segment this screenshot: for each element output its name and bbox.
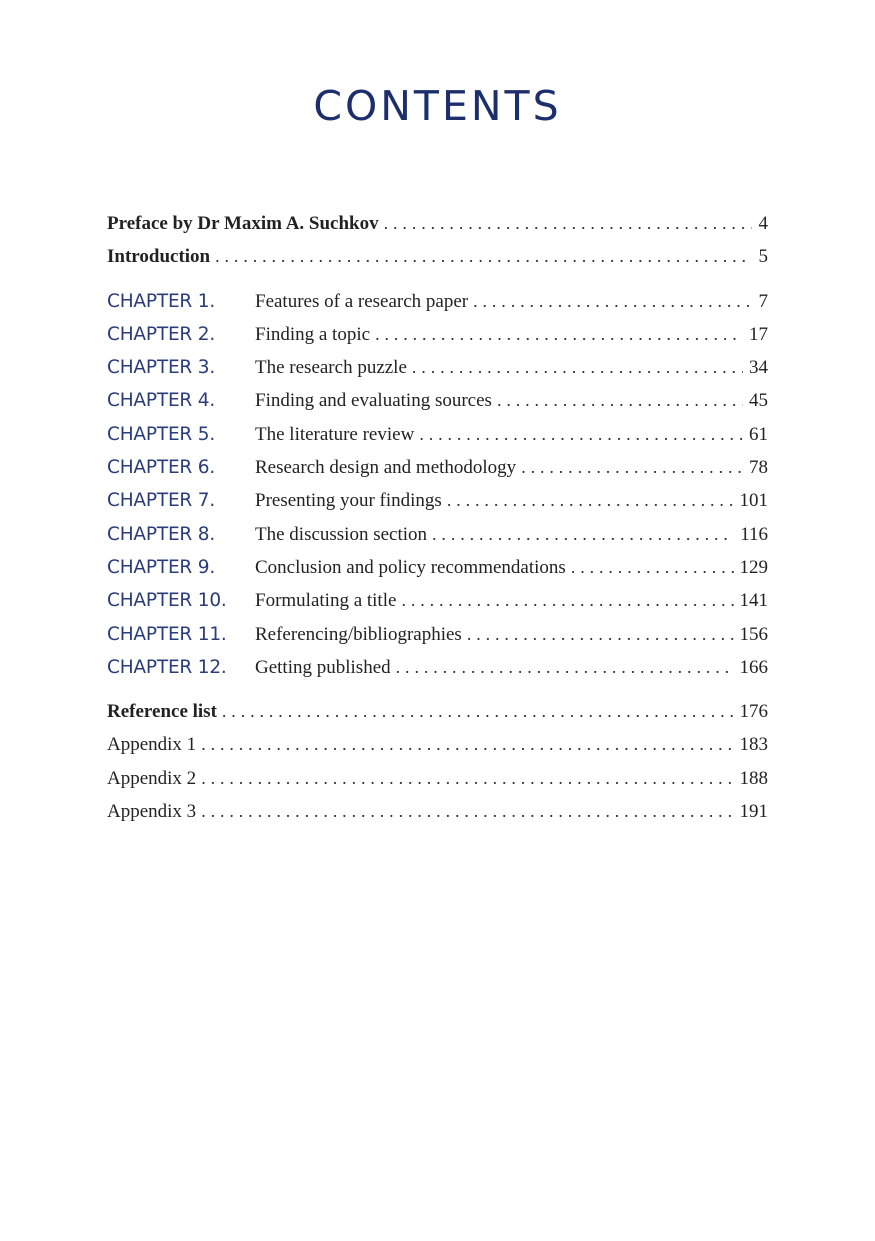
toc-entry-chapter-2[interactable] (107, 324, 768, 357)
page-number: 61 (749, 423, 768, 445)
page-number: 129 (739, 556, 768, 578)
page-number: 34 (749, 357, 768, 379)
dot-leader (432, 524, 734, 545)
dot-leader (571, 557, 734, 578)
chapter-label: CHAPTER 7. (107, 490, 216, 512)
dot-leader (201, 734, 733, 755)
page-number: 116 (740, 523, 768, 545)
chapter-label: CHAPTER 4. (107, 390, 216, 412)
page-number: 188 (739, 767, 768, 789)
toc-entry-chapter-10[interactable] (107, 590, 768, 623)
chapter-label: CHAPTER 1. (107, 290, 216, 312)
chapter-label: CHAPTER 12. (107, 656, 227, 678)
entry-title: The literature review (255, 423, 415, 445)
entry-title: Appendix 2 (107, 767, 197, 789)
chapter-label: CHAPTER 9. (107, 556, 216, 578)
chapter-label: CHAPTER 5. (107, 423, 216, 445)
toc-entry-chapter-6[interactable] (107, 457, 768, 490)
toc-entry-chapter-11[interactable] (107, 624, 768, 657)
toc-entry-appendix-3[interactable] (107, 801, 768, 834)
page-number: 156 (739, 623, 768, 645)
entry-title: Conclusion and policy recommendations (255, 556, 566, 578)
toc-entry-introduction[interactable] (107, 246, 768, 279)
dot-leader (419, 424, 743, 445)
entry-title: Finding a topic (255, 323, 371, 345)
dot-leader (201, 801, 733, 822)
entry-title: Formulating a title (255, 590, 397, 612)
page-number: 166 (739, 656, 768, 678)
chapter-label: CHAPTER 6. (107, 457, 216, 479)
chapter-label: CHAPTER 10. (107, 590, 227, 612)
entry-title: Preface by Dr Maxim A. Suchkov (107, 213, 379, 234)
dot-leader (473, 291, 752, 312)
chapter-label: CHAPTER 11. (107, 623, 227, 645)
chapter-label: CHAPTER 3. (107, 357, 216, 379)
page-number: 4 (758, 213, 768, 234)
page-number: 141 (739, 590, 768, 612)
page-number: 183 (739, 734, 768, 756)
chapter-label: CHAPTER 8. (107, 523, 216, 545)
dot-leader (384, 213, 752, 234)
entry-title: Features of a research paper (255, 290, 469, 312)
dot-leader (201, 768, 733, 789)
page-number: 45 (749, 390, 768, 412)
page-number: 78 (749, 457, 768, 479)
dot-leader (521, 457, 743, 478)
entry-title: Getting published (255, 656, 391, 678)
entry-title: Presenting your findings (255, 490, 442, 512)
toc-entry-chapter-4[interactable] (107, 390, 768, 423)
page-number: 191 (739, 801, 768, 823)
entry-title: Referencing/bibliographies (255, 623, 462, 645)
toc-entry-chapter-9[interactable] (107, 557, 768, 590)
dot-leader (412, 357, 743, 378)
toc-entry-chapter-7[interactable] (107, 490, 768, 523)
dot-leader (447, 490, 734, 511)
entry-title: Introduction (107, 246, 211, 268)
toc-entry-preface[interactable] (107, 213, 768, 246)
page-number: 17 (749, 323, 768, 345)
dot-leader (467, 624, 734, 645)
entry-title: Finding and evaluating sources (255, 390, 492, 412)
toc-entry-chapter-8[interactable] (107, 524, 768, 557)
entry-title: The research puzzle (255, 357, 407, 379)
entry-title: Reference list (107, 701, 217, 723)
page-title: CONTENTS (313, 82, 562, 130)
page-number: 7 (758, 290, 768, 312)
dot-leader (396, 657, 734, 678)
dot-leader (222, 701, 734, 722)
entry-title: Appendix 3 (107, 801, 197, 823)
entry-title: The discussion section (255, 523, 428, 545)
page-number: 101 (739, 490, 768, 512)
entry-title: Research design and methodology (255, 457, 517, 479)
dot-leader (401, 590, 733, 611)
table-of-contents (107, 213, 768, 834)
page-number: 5 (758, 246, 768, 268)
toc-entry-appendix-1[interactable] (107, 734, 768, 767)
page-number: 176 (739, 701, 768, 723)
toc-entry-chapter-12[interactable] (107, 657, 768, 690)
toc-entry-reference-list[interactable] (107, 701, 768, 734)
toc-entry-appendix-2[interactable] (107, 768, 768, 801)
toc-entry-chapter-3[interactable] (107, 357, 768, 390)
toc-entry-chapter-5[interactable] (107, 424, 768, 457)
dot-leader (497, 390, 743, 411)
dot-leader (375, 324, 743, 345)
dot-leader (215, 246, 752, 267)
toc-entry-chapter-1[interactable] (107, 291, 768, 324)
chapter-label: CHAPTER 2. (107, 323, 216, 345)
entry-title: Appendix 1 (107, 734, 197, 756)
